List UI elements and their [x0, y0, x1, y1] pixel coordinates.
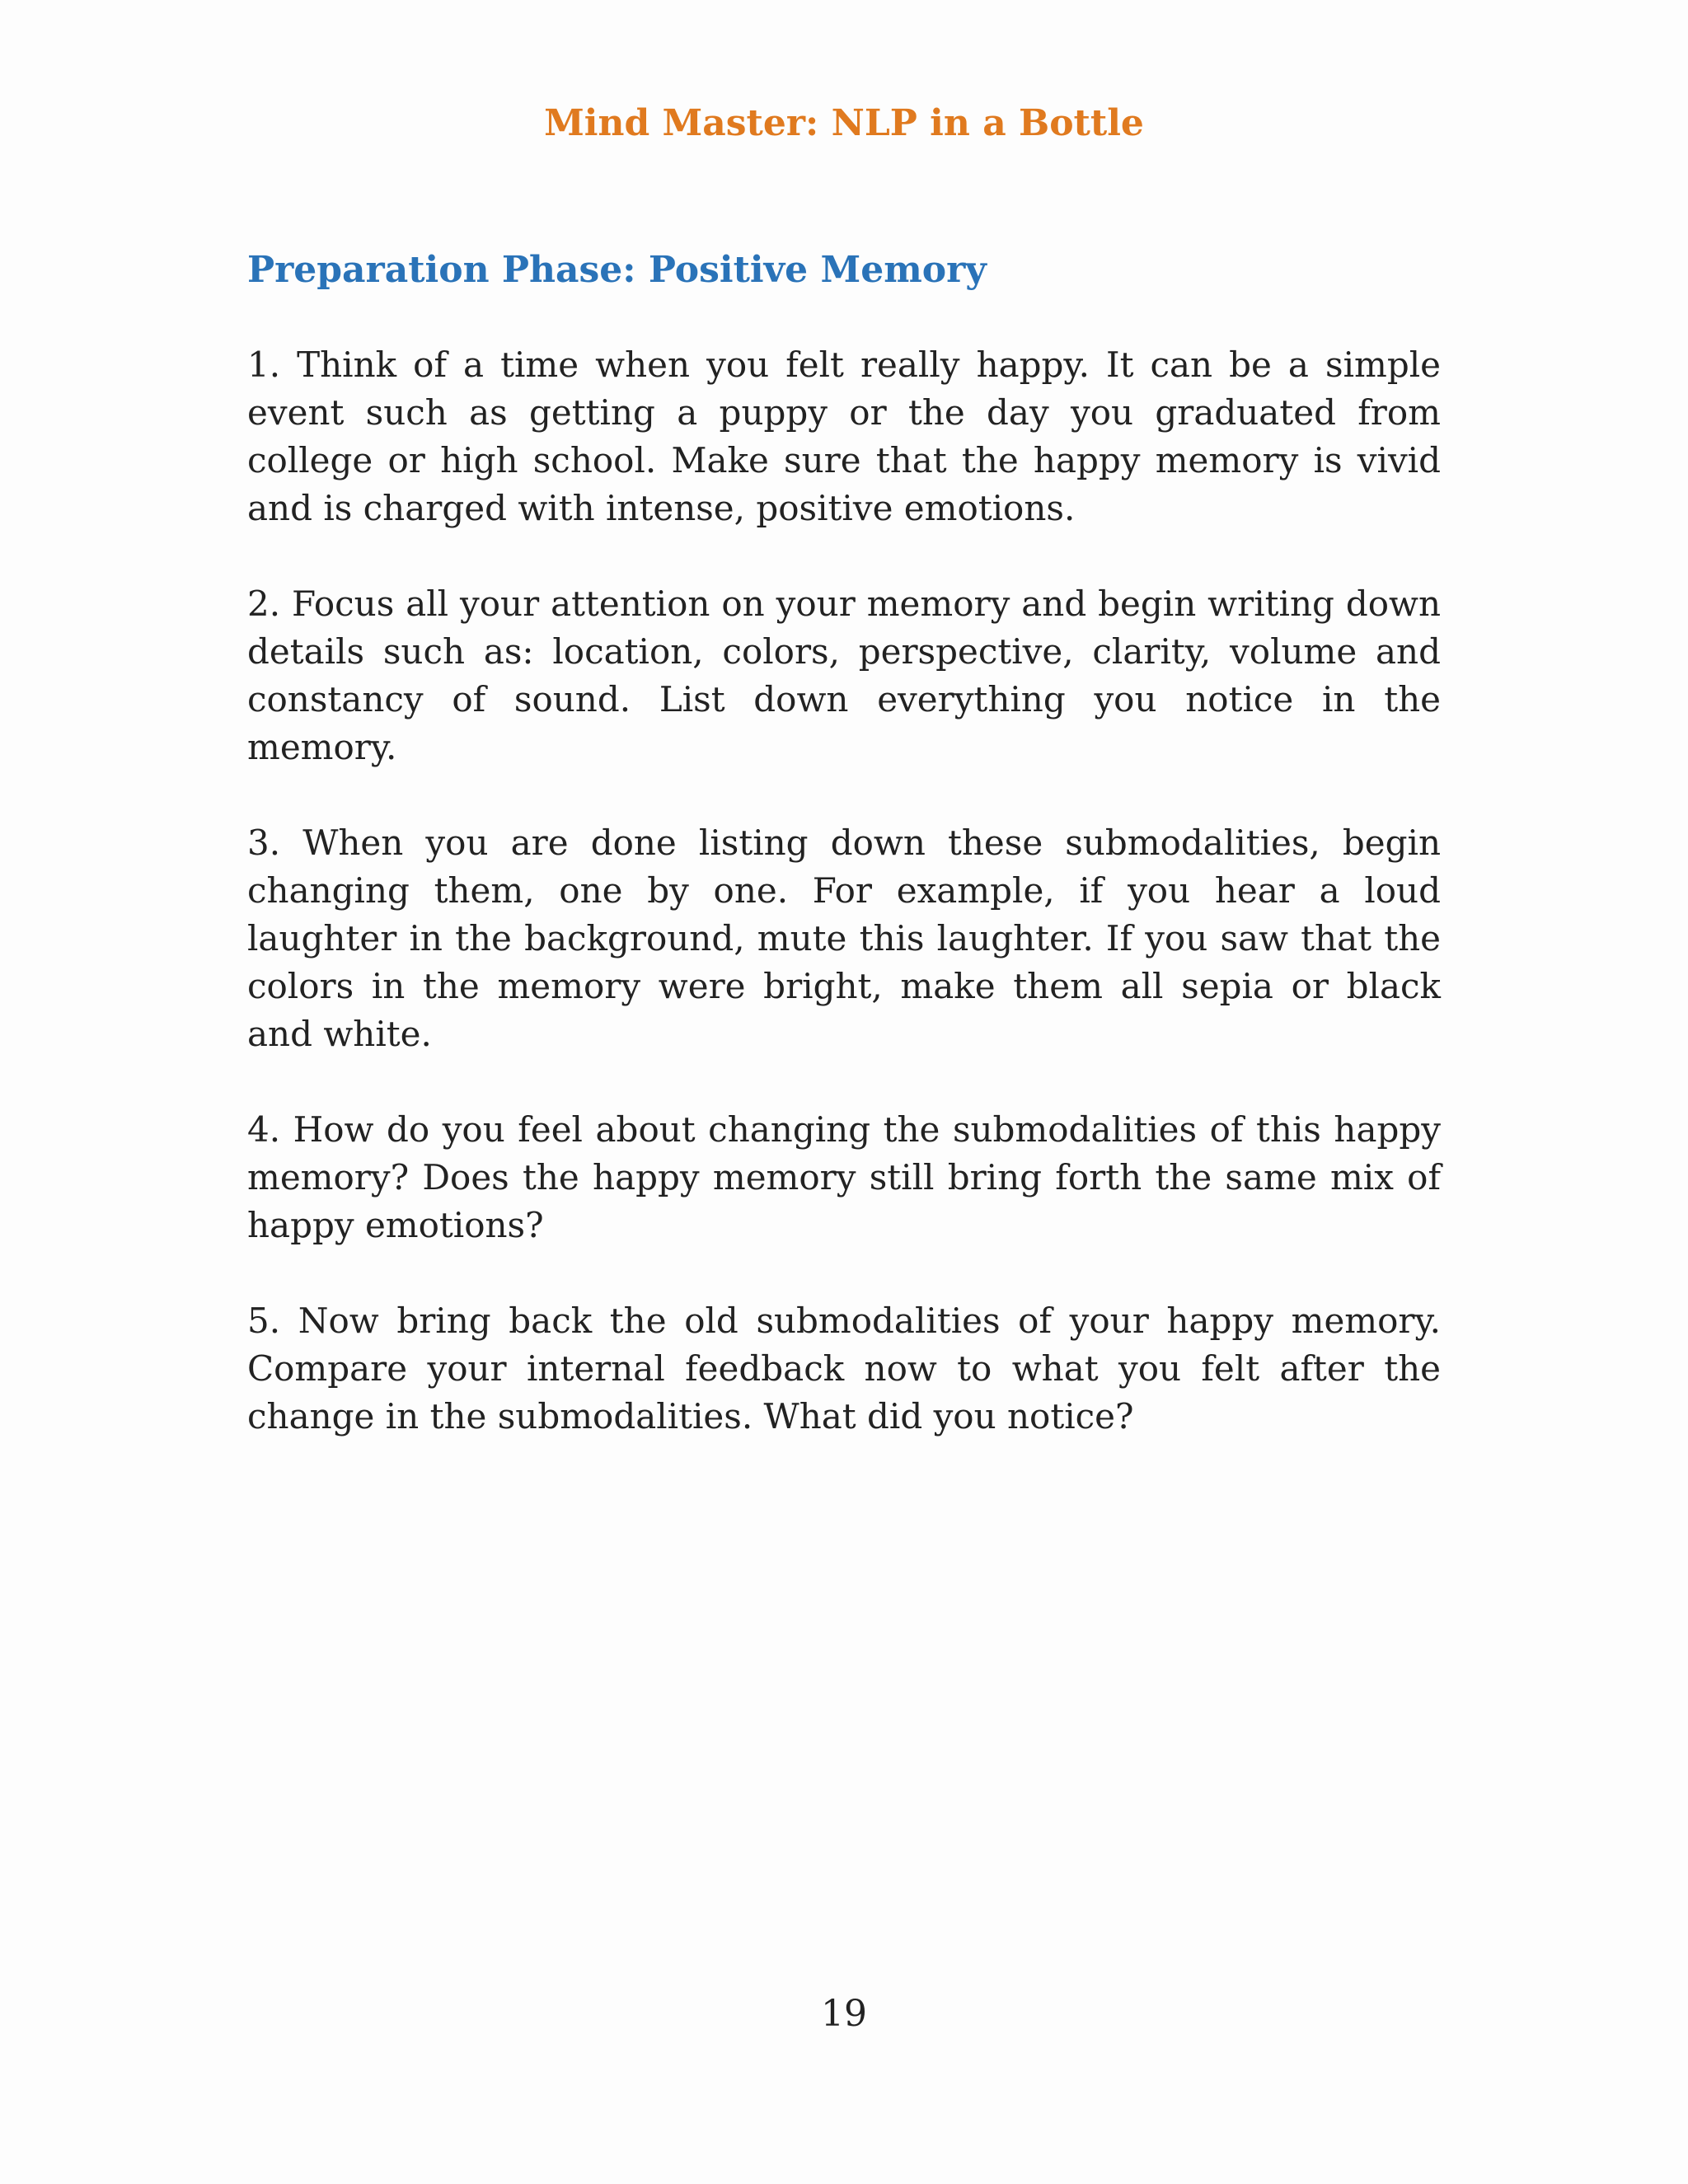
paragraph-step-1: 1. Think of a time when you felt really happy. It can be a simple event such as getting a puppy or the day you graduated from college or high school. Make sure that the happy memory is vivid and is charged with intense, positive emotions.: [247, 344, 1441, 528]
page-number: 19: [821, 1993, 867, 2035]
section-title: Preparation Phase: Positive Memory: [247, 249, 987, 291]
paragraph-step-5: 5. Now bring back the old submodalities of your happy memory. Compare your internal feedback now to what you felt after the change in the submodalities. What did you notice?: [247, 1301, 1441, 1436]
paragraph-step-3: 3. When you are done listing down these submodalities, begin changing them, one by one. For example, if you hear a loud laughter in the background, mute this laughter. If you saw that the colors in the memory were bright, make them all sepia or black and white.: [247, 823, 1441, 1054]
paragraph-step-2: 2. Focus all your attention on your memory and begin writing down details such as: location, colors, perspective, clarity, volume and constancy of sound. List down everything you notice in the memory.: [247, 583, 1441, 767]
paragraph-step-4: 4. How do you feel about changing the submodalities of this happy memory? Does the happy memory still bring forth the same mix of happy emotions?: [247, 1109, 1441, 1245]
running-header: Mind Master: NLP in a Bottle: [544, 102, 1144, 144]
page-content: [247, 246, 1441, 1488]
